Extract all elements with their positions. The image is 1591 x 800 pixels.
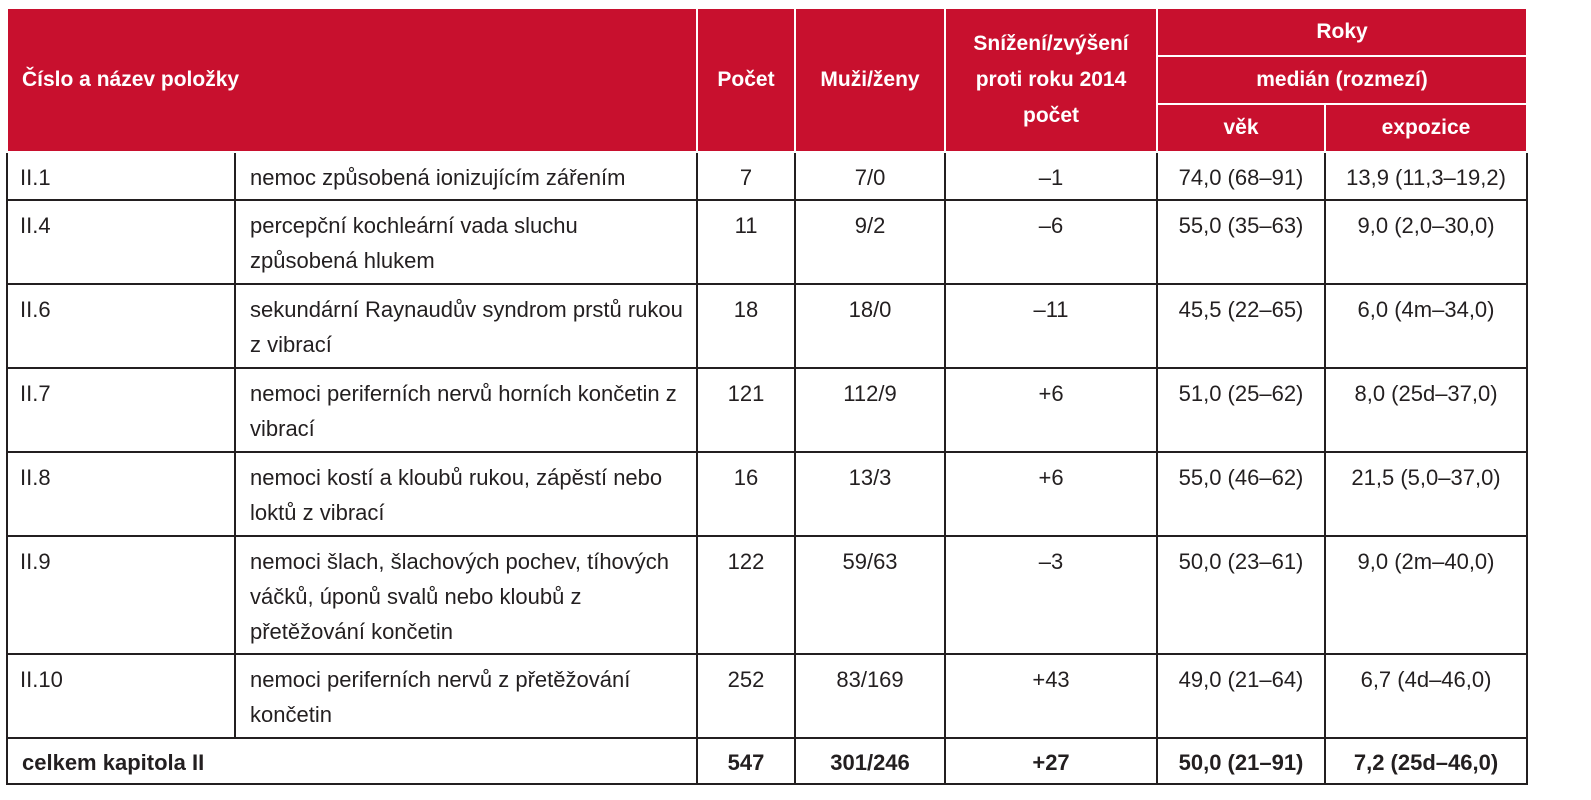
row-change: +43 bbox=[945, 654, 1157, 738]
header-change-line-3: počet bbox=[1023, 104, 1080, 127]
header-age: věk bbox=[1157, 104, 1325, 152]
row-age: 51,0 (25–62) bbox=[1157, 368, 1325, 452]
row-men-women: 13/3 bbox=[795, 452, 945, 536]
row-men-women: 112/9 bbox=[795, 368, 945, 452]
row-name: nemoci šlach, šlachových pochev, tíhových váčků, úponů svalů nebo kloubů z přetěžování končetin bbox=[235, 536, 697, 654]
row-name: sekundární Raynaudův syndrom prstů rukou z vibrací bbox=[235, 284, 697, 368]
row-count: 11 bbox=[697, 200, 795, 284]
row-age: 49,0 (21–64) bbox=[1157, 654, 1325, 738]
header-median-range: medián (rozmezí) bbox=[1157, 56, 1527, 104]
row-exposure: 6,7 (4d–46,0) bbox=[1325, 654, 1527, 738]
header-men-women: Muži/ženy bbox=[795, 8, 945, 152]
row-change: +6 bbox=[945, 368, 1157, 452]
table-row bbox=[7, 200, 1527, 284]
row-men-women: 83/169 bbox=[795, 654, 945, 738]
occupational-diseases-table bbox=[6, 7, 1528, 785]
header-exposure: expozice bbox=[1325, 104, 1527, 152]
table-row bbox=[7, 654, 1527, 738]
row-count: 7 bbox=[697, 152, 795, 200]
row-age: 55,0 (35–63) bbox=[1157, 200, 1325, 284]
row-men-women: 9/2 bbox=[795, 200, 945, 284]
row-exposure: 21,5 (5,0–37,0) bbox=[1325, 452, 1527, 536]
row-code: II.1 bbox=[7, 152, 235, 200]
header-item: Číslo a název položky bbox=[7, 8, 697, 152]
row-age: 55,0 (46–62) bbox=[1157, 452, 1325, 536]
row-men-women: 7/0 bbox=[795, 152, 945, 200]
row-name: nemoci kostí a kloubů rukou, zápěstí nebo loktů z vibrací bbox=[235, 452, 697, 536]
row-count: 252 bbox=[697, 654, 795, 738]
row-code: II.10 bbox=[7, 654, 235, 738]
row-code: II.7 bbox=[7, 368, 235, 452]
row-count: 122 bbox=[697, 536, 795, 654]
row-age: 45,5 (22–65) bbox=[1157, 284, 1325, 368]
row-code: II.6 bbox=[7, 284, 235, 368]
row-name: percepční kochleární vada sluchu způsobená hlukem bbox=[235, 200, 697, 284]
total-row bbox=[7, 738, 1527, 784]
row-age: 74,0 (68–91) bbox=[1157, 152, 1325, 200]
table-row bbox=[7, 152, 1527, 200]
row-exposure: 8,0 (25d–37,0) bbox=[1325, 368, 1527, 452]
row-name: nemoci periferních nervů horních končetin z vibrací bbox=[235, 368, 697, 452]
row-men-women: 18/0 bbox=[795, 284, 945, 368]
header-years: Roky bbox=[1157, 8, 1527, 56]
row-code: II.4 bbox=[7, 200, 235, 284]
row-code: II.8 bbox=[7, 452, 235, 536]
row-count: 16 bbox=[697, 452, 795, 536]
header-change-line-1: Snížení/zvýšení bbox=[973, 32, 1129, 55]
row-change: –11 bbox=[945, 284, 1157, 368]
table-row bbox=[7, 536, 1527, 654]
row-code: II.9 bbox=[7, 536, 235, 654]
row-exposure: 9,0 (2,0–30,0) bbox=[1325, 200, 1527, 284]
row-exposure: 9,0 (2m–40,0) bbox=[1325, 536, 1527, 654]
row-exposure: 13,9 (11,3–19,2) bbox=[1325, 152, 1527, 200]
row-change: –1 bbox=[945, 152, 1157, 200]
row-men-women: 59/63 bbox=[795, 536, 945, 654]
row-change: –6 bbox=[945, 200, 1157, 284]
row-change: +6 bbox=[945, 452, 1157, 536]
table-row bbox=[7, 284, 1527, 368]
row-count: 18 bbox=[697, 284, 795, 368]
total-change: +27 bbox=[945, 738, 1157, 784]
row-count: 121 bbox=[697, 368, 795, 452]
total-exposure: 7,2 (25d–46,0) bbox=[1325, 738, 1527, 784]
row-name: nemoci periferních nervů z přetěžování končetin bbox=[235, 654, 697, 738]
total-count: 547 bbox=[697, 738, 795, 784]
total-age: 50,0 (21–91) bbox=[1157, 738, 1325, 784]
table-row bbox=[7, 368, 1527, 452]
row-age: 50,0 (23–61) bbox=[1157, 536, 1325, 654]
header-change bbox=[945, 8, 1157, 152]
table-row bbox=[7, 452, 1527, 536]
row-change: –3 bbox=[945, 536, 1157, 654]
row-exposure: 6,0 (4m–34,0) bbox=[1325, 284, 1527, 368]
total-men-women: 301/246 bbox=[795, 738, 945, 784]
total-label: celkem kapitola II bbox=[7, 738, 697, 784]
header-change-line-2: proti roku 2014 bbox=[975, 68, 1127, 91]
header-count: Počet bbox=[697, 8, 795, 152]
row-name: nemoc způsobená ionizujícím zářením bbox=[235, 152, 697, 200]
